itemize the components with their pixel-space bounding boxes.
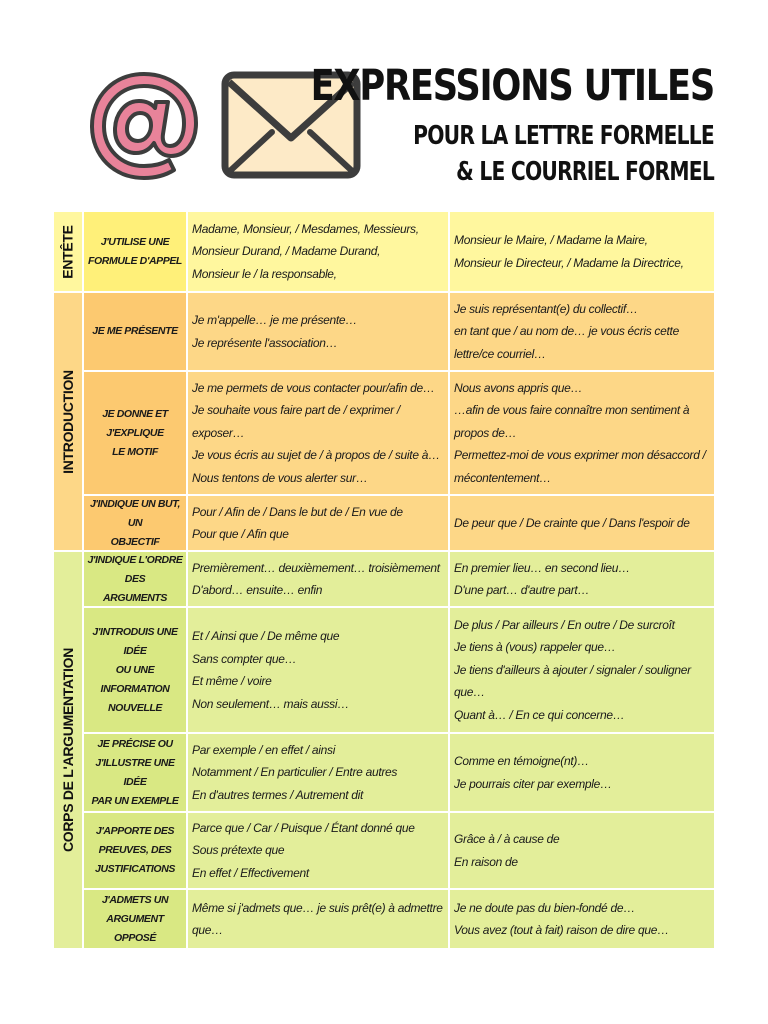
row-category: JE DONNE ET J'EXPLIQUE LE MOTIF	[84, 372, 186, 494]
row-expressions-col2: Grâce à / à cause de En raison de	[450, 813, 714, 888]
row-category: JE ME PRÉSENTE	[84, 293, 186, 370]
row-expressions-col2: En premier lieu… en second lieu… D'une part… d'autre part…	[450, 552, 714, 606]
row-expressions-col2: Comme en témoigne(nt)… Je pourrais citer par exemple…	[450, 734, 714, 811]
page-subtitle-line1: POUR LA LETTRE FORMELLE	[413, 121, 714, 151]
row-expressions-col2: De peur que / De crainte que / Dans l'espoir de	[450, 496, 714, 550]
page-header	[0, 0, 768, 212]
row-expressions-col2: Je suis représentant(e) du collectif… en tant que / au nom de… je vous écris cette lettre/ce courriel…	[450, 293, 714, 370]
row-expressions-col1: Par exemple / en effet / ainsi Notamment / En particulier / Entre autres En d'autres termes / Autrement dit	[188, 734, 448, 811]
page-subtitle-line2: & LE COURRIEL FORMEL	[456, 157, 714, 187]
row-category: J'INDIQUE L'ORDRE DES ARGUMENTS	[84, 552, 186, 606]
table-row	[84, 372, 714, 494]
row-expressions-col1: Madame, Monsieur, / Mesdames, Messieurs, Monsieur Durand, / Madame Durand, Monsieur le / la responsable,	[188, 212, 448, 291]
row-category: J'INTRODUIS UNE IDÉE OU UNE INFORMATION NOUVELLE	[84, 608, 186, 732]
row-category: JE PRÉCISE OU J'ILLUSTRE UNE IDÉE PAR UN EXEMPLE	[84, 734, 186, 811]
table-row	[84, 890, 714, 948]
row-expressions-col2: Nous avons appris que… …afin de vous faire connaître mon sentiment à propos de… Permettez-moi de vous exprimer mon désaccord / mécontentement…	[450, 372, 714, 494]
section-label-introduction: INTRODUCTION	[54, 293, 82, 550]
row-category: J'ADMETS UN ARGUMENT OPPOSÉ	[84, 890, 186, 948]
row-category: J'APPORTE DES PREUVES, DES JUSTIFICATIONS	[84, 813, 186, 888]
row-expressions-col1: Même si j'admets que… je suis prêt(e) à admettre que…	[188, 890, 448, 948]
row-expressions-col1: Parce que / Car / Puisque / Étant donné que Sous prétexte que En effet / Effectivement	[188, 813, 448, 888]
row-expressions-col1: Pour / Afin de / Dans le but de / En vue de Pour que / Afin que	[188, 496, 448, 550]
table-row	[84, 734, 714, 811]
row-expressions-col1: Je m'appelle… je me présente… Je représente l'association…	[188, 293, 448, 370]
row-expressions-col2: De plus / Par ailleurs / En outre / De surcroît Je tiens à (vous) rappeler que… Je tiens d'ailleurs à ajouter / signaler / souligner que… Quant à… / En ce qui concerne…	[450, 608, 714, 732]
table-row	[84, 552, 714, 606]
section-label-corps: CORPS DE L'ARGUMENTATION	[54, 552, 82, 948]
row-category: J'INDIQUE UN BUT, UN OBJECTIF	[84, 496, 186, 550]
row-category: J'UTILISE UNE FORMULE D'APPEL	[84, 212, 186, 291]
table-row	[84, 608, 714, 732]
title-block	[222, 60, 714, 190]
row-expressions-col2: Je ne doute pas du bien-fondé de… Vous avez (tout à fait) raison de dire que…	[450, 890, 714, 948]
table-row	[84, 496, 714, 550]
table-row	[84, 293, 714, 370]
row-expressions-col1: Et / Ainsi que / De même que Sans compter que… Et même / voire Non seulement… mais aussi…	[188, 608, 448, 732]
expressions-table	[54, 212, 714, 948]
at-sign-icon	[86, 68, 202, 184]
table-row	[84, 813, 714, 888]
row-expressions-col1: Je me permets de vous contacter pour/afin de… Je souhaite vous faire part de / exprimer / exposer… Je vous écris au sujet de / à propos de / suite à… Nous tentons de vous alerter sur…	[188, 372, 448, 494]
row-expressions-col2: Monsieur le Maire, / Madame la Maire, Monsieur le Directeur, / Madame la Directrice,	[450, 212, 714, 291]
page-title: EXPRESSIONS UTILES	[310, 61, 714, 111]
section-label-entete: ENTÊTE	[54, 212, 82, 291]
table-row	[84, 212, 714, 291]
row-expressions-col1: Premièrement… deuxièmement… troisièmement D'abord… ensuite… enfin	[188, 552, 448, 606]
